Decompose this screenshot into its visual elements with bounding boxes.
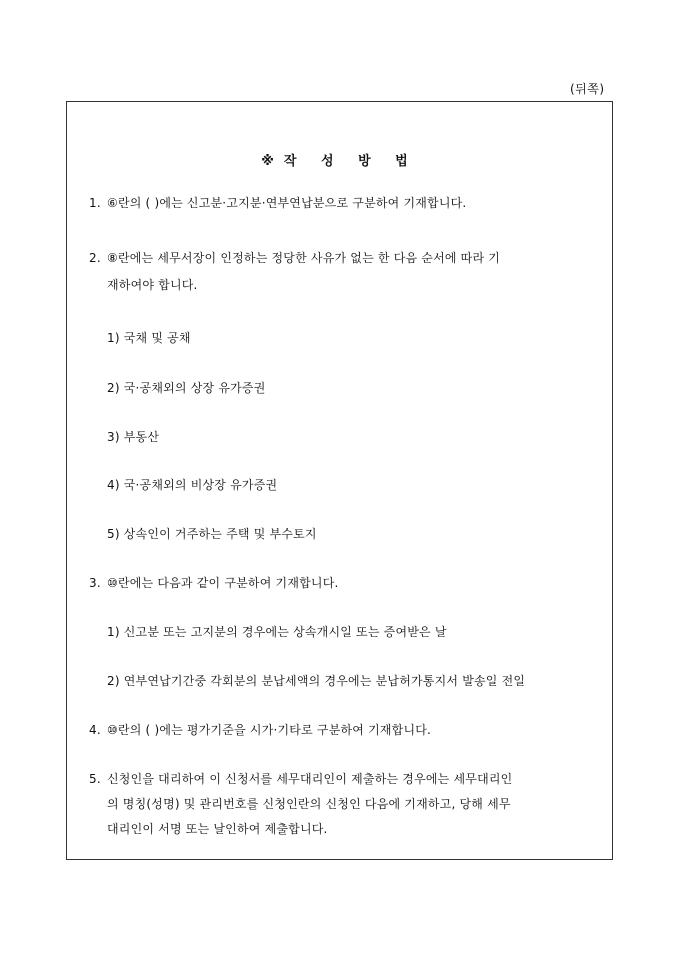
instruction-item-5 <box>89 770 512 787</box>
section-title: ※작 성 방 법 <box>261 154 418 169</box>
item-text: 신청인을 대리하여 이 신청서를 세무대리인이 제출하는 경우에는 세무대리인 <box>107 772 513 786</box>
item-text: ⑩란의 ( )에는 평가기준을 시가·기타로 구분하여 기재합니다. <box>107 723 432 737</box>
instruction-item-5-cont: 대리인이 서명 또는 날인하여 제출합니다. <box>107 822 328 836</box>
instruction-item-5-cont: 의 명칭(성명) 및 관리번호를 신청인란의 신청인 다음에 기재하고, 당해 세무 <box>107 797 511 811</box>
instruction-item-4 <box>89 721 431 738</box>
instructions-frame <box>66 101 613 860</box>
sub-item: 5) 상속인이 거주하는 주택 및 부수토지 <box>107 527 317 541</box>
page-side-label: (뒤쪽) <box>570 82 605 96</box>
instruction-item-2 <box>89 249 500 266</box>
instruction-item-1 <box>89 194 466 211</box>
item-number: 4. <box>89 723 101 737</box>
item-number: 1. <box>89 196 101 210</box>
item-text: ⑧란에는 세무서장이 인정하는 정당한 사유가 없는 한 다음 순서에 따라 기 <box>107 251 501 265</box>
instruction-item-2-cont: 재하여야 합니다. <box>107 278 198 292</box>
item-text: ⑩란에는 다음과 같이 구분하여 기재합니다. <box>107 576 339 590</box>
instruction-item-3 <box>89 574 339 591</box>
sub-item: 2) 연부연납기간중 각회분의 분납세액의 경우에는 분납허가통지서 발송일 전일 <box>107 674 526 688</box>
sub-item: 4) 국·공채외의 비상장 유가증권 <box>107 478 278 492</box>
item-number: 3. <box>89 576 101 590</box>
sub-item: 1) 신고분 또는 고지분의 경우에는 상속개시일 또는 증여받은 날 <box>107 625 447 639</box>
item-number: 2. <box>89 251 101 265</box>
sub-item: 3) 부동산 <box>107 430 160 444</box>
item-text: ⑥란의 ( )에는 신고분·고지분·연부연납분으로 구분하여 기재합니다. <box>107 196 467 210</box>
sub-item: 1) 국채 및 공채 <box>107 331 191 345</box>
item-number: 5. <box>89 772 101 786</box>
sub-item: 2) 국·공채외의 상장 유가증권 <box>107 381 266 395</box>
